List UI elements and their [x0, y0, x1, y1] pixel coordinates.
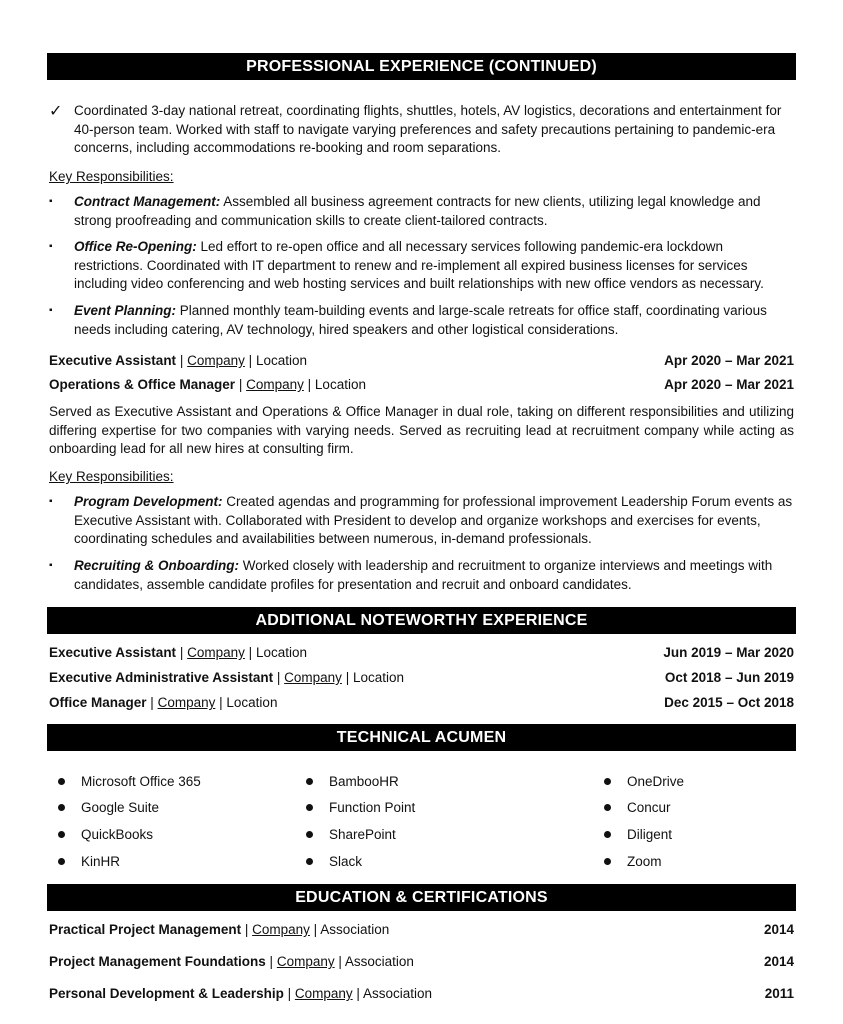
experience-row: Executive Assistant | Company | Location Jun 2019 – Mar 2020 [49, 643, 794, 663]
company-link: Company [294, 986, 353, 1001]
job-dates: Oct 2018 – Jun 2019 [664, 670, 794, 685]
skill-item: Zoom [604, 852, 662, 872]
bullet-icon: ▪ [49, 560, 53, 571]
bullet-icon [306, 778, 313, 785]
skill-item: Function Point [306, 798, 415, 818]
bullet-icon [58, 858, 65, 865]
skill-item: Microsoft Office 365 [58, 772, 201, 792]
experience-row: Office Manager | Company | Location Dec 2015 – Oct 2018 [49, 693, 794, 713]
company-link: Company [187, 353, 245, 368]
education-row: Project Management Foundations | Company | Association 2014 [49, 952, 794, 972]
company-link: Company [187, 645, 245, 660]
skill-item: QuickBooks [58, 825, 153, 845]
skill-item: BambooHR [306, 772, 399, 792]
company-link: Company [276, 954, 335, 969]
bullet-icon: ▪ [49, 196, 53, 207]
skill-item: Slack [306, 852, 362, 872]
education-row: Personal Development & Leadership | Company | Association 2011 [49, 984, 794, 1004]
company-link: Company [157, 695, 216, 710]
job-dates: Jun 2019 – Mar 2020 [663, 645, 794, 660]
company-link: Company [252, 922, 310, 937]
responsibility-item: Recruiting & Onboarding: Worked closely with leadership and recruitment to organize interviews and meetings with candidates, assemble candidate profiles for presentation and recruit and onboard candidates. [74, 558, 773, 592]
bullet-icon [604, 778, 611, 785]
check-icon: ✓ [49, 103, 63, 120]
achievement-text: Coordinated 3-day national retreat, coordinating flights, shuttles, hotels, AV logistics, decorations and entertainment for 40-person team. Worked with staff to navigate varying preferences and safety precautions pertaining to pandemic-era concerns, including accommodations re-booking and room separations. [74, 103, 782, 155]
bullet-icon [604, 858, 611, 865]
responsibility-item: Program Development: Created agendas and programming for professional improvement Leadership Forum events as Executive Assistant with. Collaborated with President to develop and organize workshops and exercises for events, coordinating schedules and availabilities between numerous, in-demand professionals. [74, 494, 793, 546]
bullet-icon [604, 804, 611, 811]
bullet-icon [58, 831, 65, 838]
bullet-icon [604, 831, 611, 838]
section-header-professional-experience: PROFESSIONAL EXPERIENCE (CONTINUED) [47, 53, 796, 80]
responsibility-item: Event Planning: Planned monthly team-building events and large-scale retreats for office staff, coordinating various needs including catering, AV technology, hired speakers and other logistical considerations. [74, 303, 767, 337]
bullet-icon [306, 804, 313, 811]
company-link: Company [284, 670, 342, 685]
job-dates: Dec 2015 – Oct 2018 [664, 695, 794, 710]
skill-item: OneDrive [604, 772, 684, 792]
education-row: Practical Project Management | Company | Association 2014 [49, 920, 794, 940]
bullet-icon: ▪ [49, 241, 53, 252]
education-year: 2014 [763, 954, 794, 969]
responsibility-item: Contract Management: Assembled all business agreement contracts for new clients, utilizing legal knowledge and strong proofreading and communication skills to create client-tailored contracts. [74, 194, 761, 228]
job-dates: Apr 2020 – Mar 2021 [664, 377, 794, 392]
company-link: Company [246, 377, 304, 392]
bullet-icon: ▪ [49, 305, 53, 316]
skill-item: Concur [604, 798, 671, 818]
skill-item: Google Suite [58, 798, 159, 818]
skill-item: Diligent [604, 825, 672, 845]
experience-row: Executive Administrative Assistant | Company | Location Oct 2018 – Jun 2019 [49, 668, 794, 688]
job-role-row: Operations & Office Manager | Company | Location Apr 2020 – Mar 2021 [49, 375, 794, 395]
skill-item: SharePoint [306, 825, 396, 845]
bullet-icon [58, 778, 65, 785]
key-responsibilities-label: Key Responsibilities: [49, 169, 174, 184]
job-summary: Served as Executive Assistant and Operations & Office Manager in dual role, taking on different responsibilities and utilizing differing expertise for two companies with varying needs. Served as recruiting lead at recruitment company while acting as onboarding lead for all new hires at consulting firm. [49, 404, 794, 456]
bullet-icon [306, 858, 313, 865]
job-role-row: Executive Assistant | Company | Location Apr 2020 – Mar 2021 [49, 351, 794, 371]
key-responsibilities-label: Key Responsibilities: [49, 469, 174, 484]
education-year: 2014 [763, 922, 794, 937]
bullet-icon [58, 804, 65, 811]
skill-item: KinHR [58, 852, 120, 872]
section-header-technical-acumen: TECHNICAL ACUMEN [47, 724, 796, 751]
bullet-icon: ▪ [49, 496, 53, 507]
job-dates: Apr 2020 – Mar 2021 [664, 353, 794, 368]
section-header-additional-experience: ADDITIONAL NOTEWORTHY EXPERIENCE [47, 607, 796, 634]
section-header-education: EDUCATION & CERTIFICATIONS [47, 884, 796, 911]
responsibility-item: Office Re-Opening: Led effort to re-open office and all necessary services following pandemic-era lockdown restrictions. Coordinated with IT department to renew and re-implement all expired business licenses for services including video conferencing and web hosting services and built relationships with new office vendors as necessary. [74, 239, 764, 291]
education-year: 2011 [764, 986, 794, 1001]
bullet-icon [306, 831, 313, 838]
